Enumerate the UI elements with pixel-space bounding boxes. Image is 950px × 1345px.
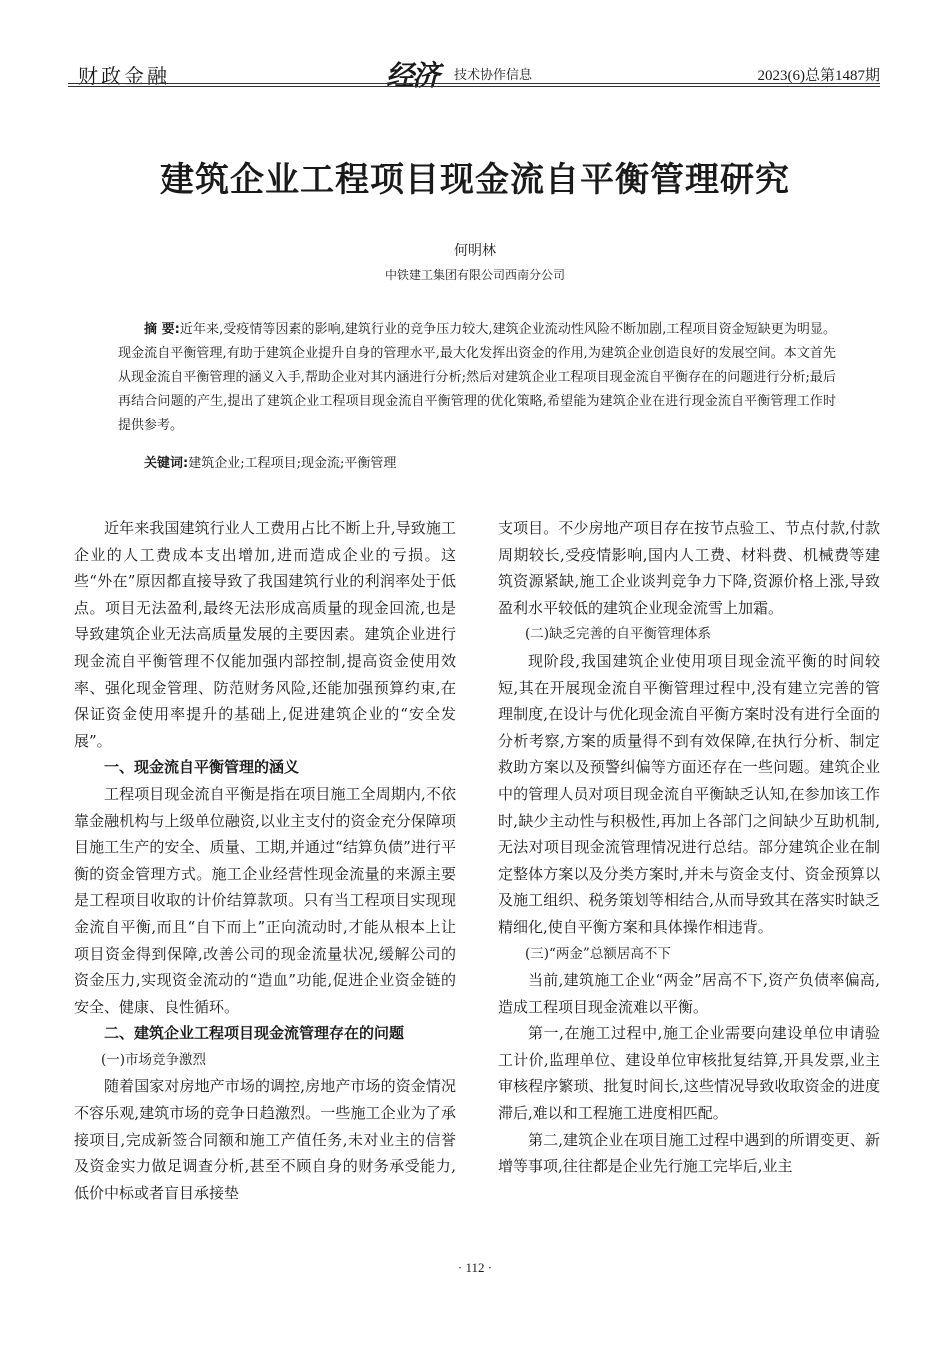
paragraph: 随着国家对房地产市场的调控,房地产市场的资金情况不容乐观,建筑市场的竞争日趋激烈。一些施工企业为了承接项目,完成新签合同额和施工产值任务,未对业主的信誉及资金实力做足调查分析,甚至不顾自身的财务承受能力,低价中标或者盲目承接垫 <box>74 1077 456 1202</box>
paragraph: 工程项目现金流自平衡是指在项目施工全周期内,不依靠金融机构与上级单位融资,以业主支付的资金充分保障项目施工生产的安全、质量、工期,并通过“结算负债”进行平衡的资金管理方式。施工企业经营性现金流量的来源主要是工程项目收取的计价结算款项。只有当工程项目实现现金流自平衡,而且“自下而上”正向流动时,才能从根本上让项目资金得到保障,改善公司的现金流量状况,缓解公司的资金压力,实现资金流动的“造血”功能,促进企业资金链的安全、健康、良性循环。 <box>74 784 456 1016</box>
subsection-heading: (一)市场竞争激烈 <box>101 1051 207 1068</box>
body-column-right <box>498 515 880 1180</box>
section-heading: 一、现金流自平衡管理的涵义 <box>104 758 300 777</box>
paragraph: 支项目。不少房地产项目存在按节点验工、节点付款,付款周期较长,受疫情影响,国内人工费、材料费、机械费等建筑资源紧缺,施工企业谈判竞争力下降,资源价格上涨,导致盈利水平较低的建筑企业现金流雪上加霜。 <box>498 519 880 617</box>
paragraph: 第一,在施工过程中,施工企业需要向建设单位申请验工计价,监理单位、建设单位审核批复结算,开具发票,业主审核程序繁琐、批复时间长,这些情况导致收取资金的进度滞后,难以和工程施工进度相匹配。 <box>498 1024 880 1123</box>
issue-number: 2023(6)总第1487期 <box>757 68 880 84</box>
keywords <box>144 452 844 471</box>
header-rule-secondary <box>68 86 880 87</box>
journal-subtitle: 技术协作信息 <box>454 68 533 83</box>
author-affiliation: 中铁建工集团有限公司西南分公司 <box>384 268 565 282</box>
header-rule <box>68 83 880 84</box>
paragraph: 第二,建筑企业在项目施工过程中遇到的所谓变更、新增等事项,往往都是企业先行施工完毕后,业主 <box>498 1130 880 1176</box>
journal-logo: 经济 <box>386 59 439 92</box>
body-column-left <box>74 515 456 1206</box>
abstract-text: 近年来,受疫情等因素的影响,建筑行业的竞争压力较大,建筑企业流动性风险不断加剧,工程项目资金短缺更为明显。现金流自平衡管理,有助于建筑企业提升自身的管理水平,最大化发挥出资金的作用,为建筑企业创造良好的发展空间。本文首先从现金流自平衡管理的涵义入手,帮助企业对其内涵进行分析;然后对建筑企业工程项目现金流自平衡存在的问题进行分析;最后再结合问题的产生,提出了建筑企业工程项目现金流自平衡管理的优化策略,希望能为建筑企业在进行现金流自平衡管理工作时提供参考。 <box>118 322 836 433</box>
keywords-label: 关键词: <box>144 456 189 471</box>
keywords-text: 建筑企业;工程项目;现金流;平衡管理 <box>188 456 397 471</box>
subsection-heading: (三)“两金”总额居高不下 <box>525 945 671 962</box>
subsection-heading: (二)缺乏完善的自平衡管理体系 <box>525 626 712 643</box>
page-number: · 112 · <box>457 1260 493 1275</box>
section-heading: 二、建筑企业工程项目现金流管理存在的问题 <box>104 1024 405 1043</box>
paragraph: 现阶段,我国建筑企业使用项目现金流平衡的时间较短,其在开展现金流自平衡管理过程中,没有建立完善的管理制度,在设计与优化现金流自平衡方案时没有进行全面的分析考察,方案的质量得不到有效保障,在执行分析、制定救助方案以及预警纠偏等方面还存在一些问题。建筑企业中的管理人员对项目现金流自平衡缺乏认知,在参加该工作时,缺少主动性与积极性,再加上各部门之间缺少互助机制,无法对项目现金流管理情况进行总结。部分建筑企业在制定整体方案以及分类方案时,并未与资金支付、资金预算以及施工组织、税务策划等相结合,从而导致其在落实时缺乏精细化,使自平衡方案和具体操作相违背。 <box>498 651 880 936</box>
page-header <box>68 54 880 90</box>
paragraph: 当前,建筑施工企业“两金”居高不下,资产负债率偏高,造成工程项目现金流难以平衡。 <box>498 971 880 1016</box>
abstract <box>118 318 836 438</box>
abstract-label: 摘 要: <box>144 322 180 337</box>
author-name: 何明林 <box>454 243 496 259</box>
article-title: 建筑企业工程项目现金流自平衡管理研究 <box>160 160 790 200</box>
paragraph: 近年来我国建筑行业人工费用占比不断上升,导致施工企业的人工费成本支出增加,进而造成企业的亏损。这些“外在”原因都直接导致了我国建筑行业的利润率处于低点。项目无法盈利,最终无法形成高质量的现金回流,也是导致建筑企业无法高质量发展的主要因素。建筑企业进行现金流自平衡管理不仅能加强内部控制,提高资金使用效率、强化现金管理、防范财务风险,还能加强预算约束,在保证资金使用率提升的基础上,促进建筑企业的“安全发展”。 <box>74 519 456 750</box>
section-label: 财政金融 <box>78 64 170 88</box>
